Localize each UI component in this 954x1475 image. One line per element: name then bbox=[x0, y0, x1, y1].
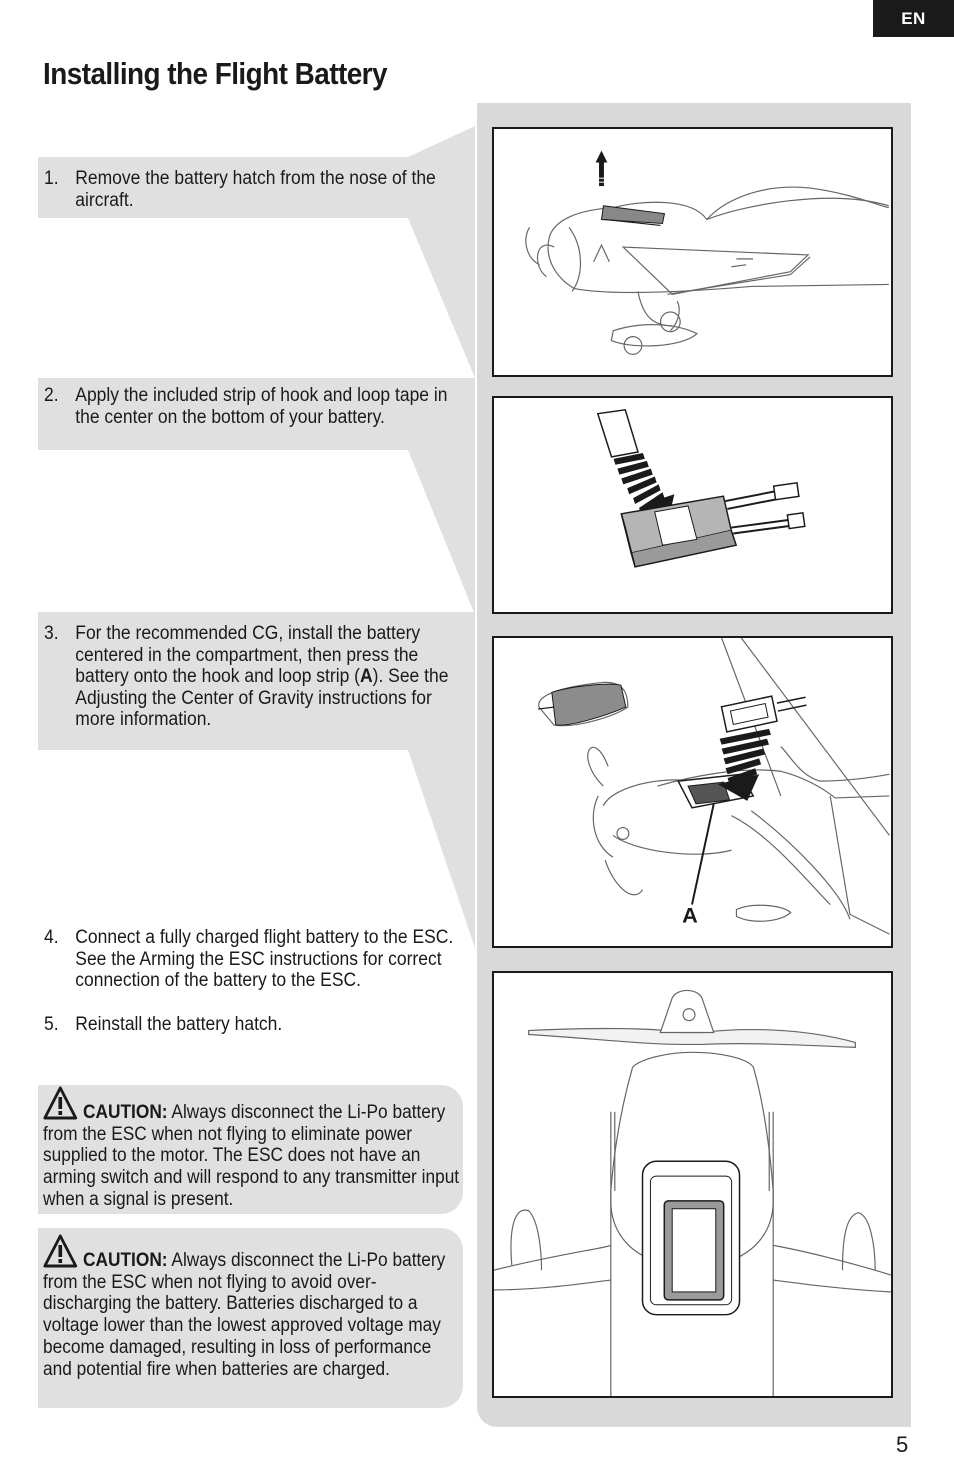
figure-top-view bbox=[492, 971, 893, 1398]
page-number: 5 bbox=[896, 1432, 909, 1457]
step-4 bbox=[44, 927, 476, 992]
step-number: 2. bbox=[44, 385, 59, 406]
caution-text: CAUTION: Always disconnect the Li-Po battery from the ESC when not flying to eliminate power supplied to the motor. The ESC does not have an arming switch and will respond to any transmitter input when a signal is present. bbox=[43, 1086, 463, 1211]
page-title: Installing the Flight Battery bbox=[43, 56, 387, 91]
final-steps bbox=[44, 927, 514, 1057]
callout-a: A bbox=[682, 902, 698, 928]
step-text: Reinstall the battery hatch. bbox=[75, 1013, 283, 1035]
step-text: Apply the included strip of hook and loop tape in the center on the bottom of your battery. bbox=[75, 385, 448, 428]
caution-box-2 bbox=[38, 1228, 463, 1408]
caution-box-1 bbox=[38, 1085, 463, 1214]
warning-triangle-icon bbox=[43, 1086, 78, 1120]
figure-remove-hatch bbox=[492, 127, 893, 377]
step-text: For the recommended CG, install the battery centered in the compartment, then press the battery onto the hook and loop strip (A). See the Adjusting the Center of Gravity instructions for more information. bbox=[75, 623, 449, 730]
step-5 bbox=[44, 1014, 476, 1036]
warning-triangle-icon bbox=[43, 1234, 78, 1268]
aircraft-top-view-illustration bbox=[494, 973, 891, 1396]
step-1 bbox=[44, 168, 476, 211]
step-3 bbox=[44, 623, 476, 731]
step-number: 5. bbox=[44, 1013, 59, 1035]
language-tab: EN bbox=[873, 0, 954, 37]
caution-text: CAUTION: Always disconnect the Li-Po battery from the ESC when not flying to avoid over-discharging the battery. Batteries discharged to a voltage lower than the lowest approved voltage may become damaged, resulting in loss of performance and potential fire when batteries are charged. bbox=[43, 1234, 463, 1380]
step-number: 4. bbox=[44, 927, 59, 948]
step-text: Remove the battery hatch from the nose of the aircraft. bbox=[75, 168, 436, 211]
figure-apply-tape bbox=[492, 396, 893, 614]
step-3-box bbox=[38, 612, 475, 750]
aircraft-nose-illustration bbox=[494, 129, 891, 375]
step-2-box bbox=[38, 378, 475, 450]
callout-a-ref: A bbox=[360, 666, 373, 687]
step-2 bbox=[44, 385, 476, 428]
battery-compartment-illustration bbox=[494, 638, 891, 946]
step-text: Connect a fully charged flight battery to the ESC. See the Arming the ESC instructions for correct connection of the battery to the ESC. bbox=[75, 927, 454, 991]
step-1-box bbox=[38, 157, 475, 218]
up-arrow-icon bbox=[596, 151, 608, 186]
figure-install-battery bbox=[492, 636, 893, 948]
step-number: 3. bbox=[44, 623, 59, 644]
step-number: 1. bbox=[44, 168, 59, 189]
battery-tape-illustration bbox=[494, 398, 891, 612]
